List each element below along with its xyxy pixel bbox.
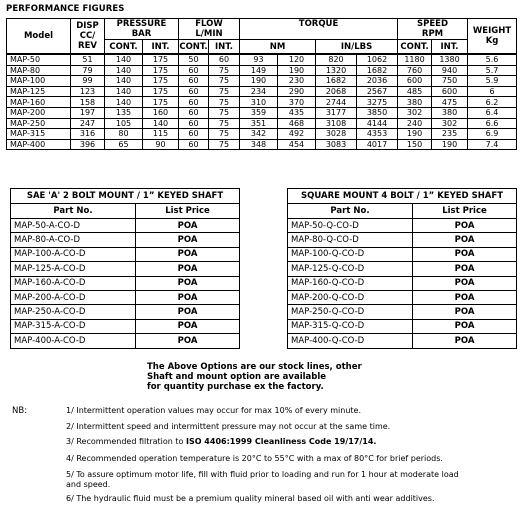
part-number: MAP-125-A-CO-D: [11, 262, 136, 276]
value-cell: 75: [209, 86, 240, 97]
value-cell: 230: [278, 76, 316, 87]
value-cell: 115: [143, 129, 179, 140]
value-cell: 60: [179, 139, 209, 150]
list-price: POA: [136, 262, 240, 276]
value-cell: 310: [240, 97, 278, 108]
value-cell: 4144: [357, 118, 398, 129]
value-cell: 1682: [316, 76, 357, 87]
header-torque: TORQUE: [240, 19, 398, 40]
value-cell: 1062: [357, 55, 398, 66]
value-cell: 60: [179, 118, 209, 129]
stock-lines-note: The Above Options are our stock lines, other Shaft and mount option are available for quantity purchase ex the factory.: [147, 362, 362, 392]
header-pressure: PRESSURE BAR: [105, 19, 179, 40]
col-list-price: List Price: [136, 204, 240, 219]
model-cell: MAP-250: [7, 118, 71, 129]
value-cell: 3108: [316, 118, 357, 129]
performance-table: [6, 18, 517, 150]
value-cell: 190: [398, 129, 432, 140]
part-number: MAP-50-A-CO-D: [11, 219, 136, 233]
header-speed: SPEED RPM: [398, 19, 468, 40]
value-cell: 600: [398, 76, 432, 87]
list-price: POA: [136, 319, 240, 333]
list-price: POA: [413, 290, 517, 304]
list-price: POA: [413, 233, 517, 247]
value-cell: 158: [71, 97, 105, 108]
value-cell: 190: [278, 65, 316, 76]
value-cell: 6.9: [468, 129, 517, 140]
value-cell: 234: [240, 86, 278, 97]
table-row: [11, 319, 240, 333]
model-cell: MAP-200: [7, 107, 71, 118]
value-cell: 2036: [357, 76, 398, 87]
value-cell: 2068: [316, 86, 357, 97]
value-cell: 6.4: [468, 107, 517, 118]
value-cell: 175: [143, 65, 179, 76]
value-cell: 240: [398, 118, 432, 129]
list-price: POA: [136, 219, 240, 233]
value-cell: 940: [432, 65, 468, 76]
value-cell: 190: [432, 139, 468, 150]
part-number: MAP-250-Q-CO-D: [288, 305, 413, 319]
value-cell: 99: [71, 76, 105, 87]
part-number: MAP-80-A-CO-D: [11, 233, 136, 247]
value-cell: 175: [143, 55, 179, 66]
table-row: [288, 334, 517, 348]
value-cell: 6.6: [468, 118, 517, 129]
value-cell: 75: [209, 76, 240, 87]
value-cell: 3850: [357, 107, 398, 118]
value-cell: 435: [278, 107, 316, 118]
table-row: [288, 233, 517, 247]
header-model: Model: [7, 19, 71, 54]
value-cell: 316: [71, 129, 105, 140]
table-row: [7, 55, 517, 66]
col-part-no: Part No.: [288, 204, 413, 219]
model-cell: MAP-125: [7, 86, 71, 97]
value-cell: 3083: [316, 139, 357, 150]
note-1: 1/ Intermittent operation values may occur for max 10% of every minute.: [66, 406, 362, 415]
list-price: POA: [413, 262, 517, 276]
list-price: POA: [413, 219, 517, 233]
page-title: PERFORMANCE FIGURES: [6, 4, 125, 14]
note-5: 5/ To assure optimum motor life, fill with fluid prior to loading and run for 1 hour at moderate load and speed.: [66, 470, 459, 489]
list-price: POA: [413, 319, 517, 333]
value-cell: 6: [468, 86, 517, 97]
value-cell: 820: [316, 55, 357, 66]
part-number: MAP-200-Q-CO-D: [288, 290, 413, 304]
value-cell: 75: [209, 118, 240, 129]
part-number: MAP-50-Q-CO-D: [288, 219, 413, 233]
list-price: POA: [136, 233, 240, 247]
value-cell: 123: [71, 86, 105, 97]
table-row: [288, 262, 517, 276]
model-cell: MAP-400: [7, 139, 71, 150]
value-cell: 175: [143, 97, 179, 108]
value-cell: 3177: [316, 107, 357, 118]
value-cell: 380: [398, 97, 432, 108]
part-number: MAP-125-Q-CO-D: [288, 262, 413, 276]
table-row: [288, 319, 517, 333]
value-cell: 160: [143, 107, 179, 118]
table-row: [288, 305, 517, 319]
value-cell: 247: [71, 118, 105, 129]
table-row: [288, 219, 517, 233]
value-cell: 60: [179, 107, 209, 118]
value-cell: 50: [179, 55, 209, 66]
value-cell: 5.9: [468, 76, 517, 87]
list-price: POA: [136, 247, 240, 261]
value-cell: 342: [240, 129, 278, 140]
value-cell: 75: [209, 107, 240, 118]
value-cell: 6.2: [468, 97, 517, 108]
part-number: MAP-315-A-CO-D: [11, 319, 136, 333]
table-row: [11, 247, 240, 261]
note-4: 4/ Recommended operation temperature is 20°C to 55°C with a max of 80°C for brief periods.: [66, 454, 443, 463]
part-number: MAP-400-A-CO-D: [11, 334, 136, 348]
table-row: [11, 233, 240, 247]
square-mount-table: [287, 188, 517, 349]
list-price: POA: [136, 290, 240, 304]
header-int: INT.: [432, 40, 468, 54]
value-cell: 60: [179, 76, 209, 87]
table-row: [7, 107, 517, 118]
model-cell: MAP-100: [7, 76, 71, 87]
list-price: POA: [413, 334, 517, 348]
table-row: [288, 276, 517, 290]
nb-label: NB:: [12, 406, 28, 416]
value-cell: 600: [432, 86, 468, 97]
value-cell: 475: [432, 97, 468, 108]
header-int: INT.: [209, 40, 240, 54]
value-cell: 75: [209, 139, 240, 150]
model-cell: MAP-160: [7, 97, 71, 108]
value-cell: 175: [143, 76, 179, 87]
header-flow: FLOW L/MIN: [179, 19, 240, 40]
value-cell: 105: [105, 118, 143, 129]
value-cell: 4017: [357, 139, 398, 150]
sae-mount-table: [10, 188, 240, 349]
table-row: [11, 305, 240, 319]
value-cell: 79: [71, 65, 105, 76]
value-cell: 302: [398, 107, 432, 118]
value-cell: 140: [105, 76, 143, 87]
value-cell: 302: [432, 118, 468, 129]
header-cont: CONT.: [105, 40, 143, 54]
table-row: [11, 334, 240, 348]
value-cell: 3275: [357, 97, 398, 108]
value-cell: 1320: [316, 65, 357, 76]
value-cell: 75: [209, 129, 240, 140]
value-cell: 750: [432, 76, 468, 87]
table-row: [7, 129, 517, 140]
sae-mount-heading: SAE 'A' 2 BOLT MOUNT / 1” KEYED SHAFT: [11, 189, 240, 204]
value-cell: 348: [240, 139, 278, 150]
value-cell: 80: [105, 129, 143, 140]
model-cell: MAP-80: [7, 65, 71, 76]
part-number: MAP-80-Q-CO-D: [288, 233, 413, 247]
value-cell: 492: [278, 129, 316, 140]
list-price: POA: [136, 334, 240, 348]
value-cell: 60: [179, 65, 209, 76]
value-cell: 140: [105, 86, 143, 97]
value-cell: 135: [105, 107, 143, 118]
value-cell: 60: [179, 86, 209, 97]
value-cell: 120: [278, 55, 316, 66]
value-cell: 65: [105, 139, 143, 150]
value-cell: 2744: [316, 97, 357, 108]
value-cell: 454: [278, 139, 316, 150]
square-mount-heading: SQUARE MOUNT 4 BOLT / 1” KEYED SHAFT: [288, 189, 517, 204]
value-cell: 468: [278, 118, 316, 129]
value-cell: 60: [179, 129, 209, 140]
value-cell: 1180: [398, 55, 432, 66]
col-list-price: List Price: [413, 204, 517, 219]
model-cell: MAP-315: [7, 129, 71, 140]
col-part-no: Part No.: [11, 204, 136, 219]
value-cell: 7.4: [468, 139, 517, 150]
header-int: INT.: [143, 40, 179, 54]
value-cell: 396: [71, 139, 105, 150]
value-cell: 197: [71, 107, 105, 118]
table-row: [7, 97, 517, 108]
value-cell: 93: [240, 55, 278, 66]
value-cell: 51: [71, 55, 105, 66]
value-cell: 359: [240, 107, 278, 118]
value-cell: 75: [209, 97, 240, 108]
header-cont: CONT.: [398, 40, 432, 54]
value-cell: 150: [398, 139, 432, 150]
table-row: [11, 219, 240, 233]
value-cell: 1682: [357, 65, 398, 76]
value-cell: 5.6: [468, 55, 517, 66]
header-weight: WEIGHT Kg: [468, 19, 517, 54]
value-cell: 380: [432, 107, 468, 118]
table-row: [288, 290, 517, 304]
value-cell: 235: [432, 129, 468, 140]
value-cell: 3028: [316, 129, 357, 140]
value-cell: 760: [398, 65, 432, 76]
header-displacement: DISP CC/ REV: [71, 19, 105, 54]
list-price: POA: [413, 276, 517, 290]
table-row: [7, 139, 517, 150]
value-cell: 140: [105, 65, 143, 76]
table-row: [7, 86, 517, 97]
value-cell: 370: [278, 97, 316, 108]
value-cell: 485: [398, 86, 432, 97]
value-cell: 175: [143, 86, 179, 97]
part-number: MAP-160-Q-CO-D: [288, 276, 413, 290]
table-row: [7, 118, 517, 129]
value-cell: 190: [240, 76, 278, 87]
value-cell: 140: [105, 55, 143, 66]
list-price: POA: [136, 276, 240, 290]
table-row: [7, 76, 517, 87]
part-number: MAP-100-A-CO-D: [11, 247, 136, 261]
note-3: 3/ Recommended filtration to ISO 4406:1999 Cleanliness Code 19/17/14.: [66, 437, 377, 446]
list-price: POA: [413, 247, 517, 261]
header-cont: CONT.: [179, 41, 208, 52]
header-inlbs: IN/LBS: [316, 40, 398, 54]
value-cell: 140: [105, 97, 143, 108]
value-cell: 140: [143, 118, 179, 129]
value-cell: 1380: [432, 55, 468, 66]
model-cell: MAP-50: [7, 55, 71, 66]
value-cell: 90: [143, 139, 179, 150]
table-row: [288, 247, 517, 261]
value-cell: 149: [240, 65, 278, 76]
value-cell: 60: [209, 55, 240, 66]
part-number: MAP-200-A-CO-D: [11, 290, 136, 304]
part-number: MAP-100-Q-CO-D: [288, 247, 413, 261]
part-number: MAP-250-A-CO-D: [11, 305, 136, 319]
note-6: 6/ The hydraulic fluid must be a premium quality mineral based oil with anti wear additives.: [66, 494, 435, 503]
value-cell: 351: [240, 118, 278, 129]
value-cell: 4353: [357, 129, 398, 140]
part-number: MAP-315-Q-CO-D: [288, 319, 413, 333]
note-2: 2/ Intermittent speed and intermittent pressure may not occur at the same time.: [66, 422, 391, 431]
header-nm: NM: [240, 40, 316, 54]
table-row: [11, 262, 240, 276]
value-cell: 5.7: [468, 65, 517, 76]
value-cell: 2567: [357, 86, 398, 97]
list-price: POA: [136, 305, 240, 319]
list-price: POA: [413, 305, 517, 319]
table-row: [11, 276, 240, 290]
part-number: MAP-160-A-CO-D: [11, 276, 136, 290]
table-row: [11, 290, 240, 304]
value-cell: 60: [179, 97, 209, 108]
table-row: [7, 65, 517, 76]
value-cell: 290: [278, 86, 316, 97]
value-cell: 75: [209, 65, 240, 76]
part-number: MAP-400-Q-CO-D: [288, 334, 413, 348]
